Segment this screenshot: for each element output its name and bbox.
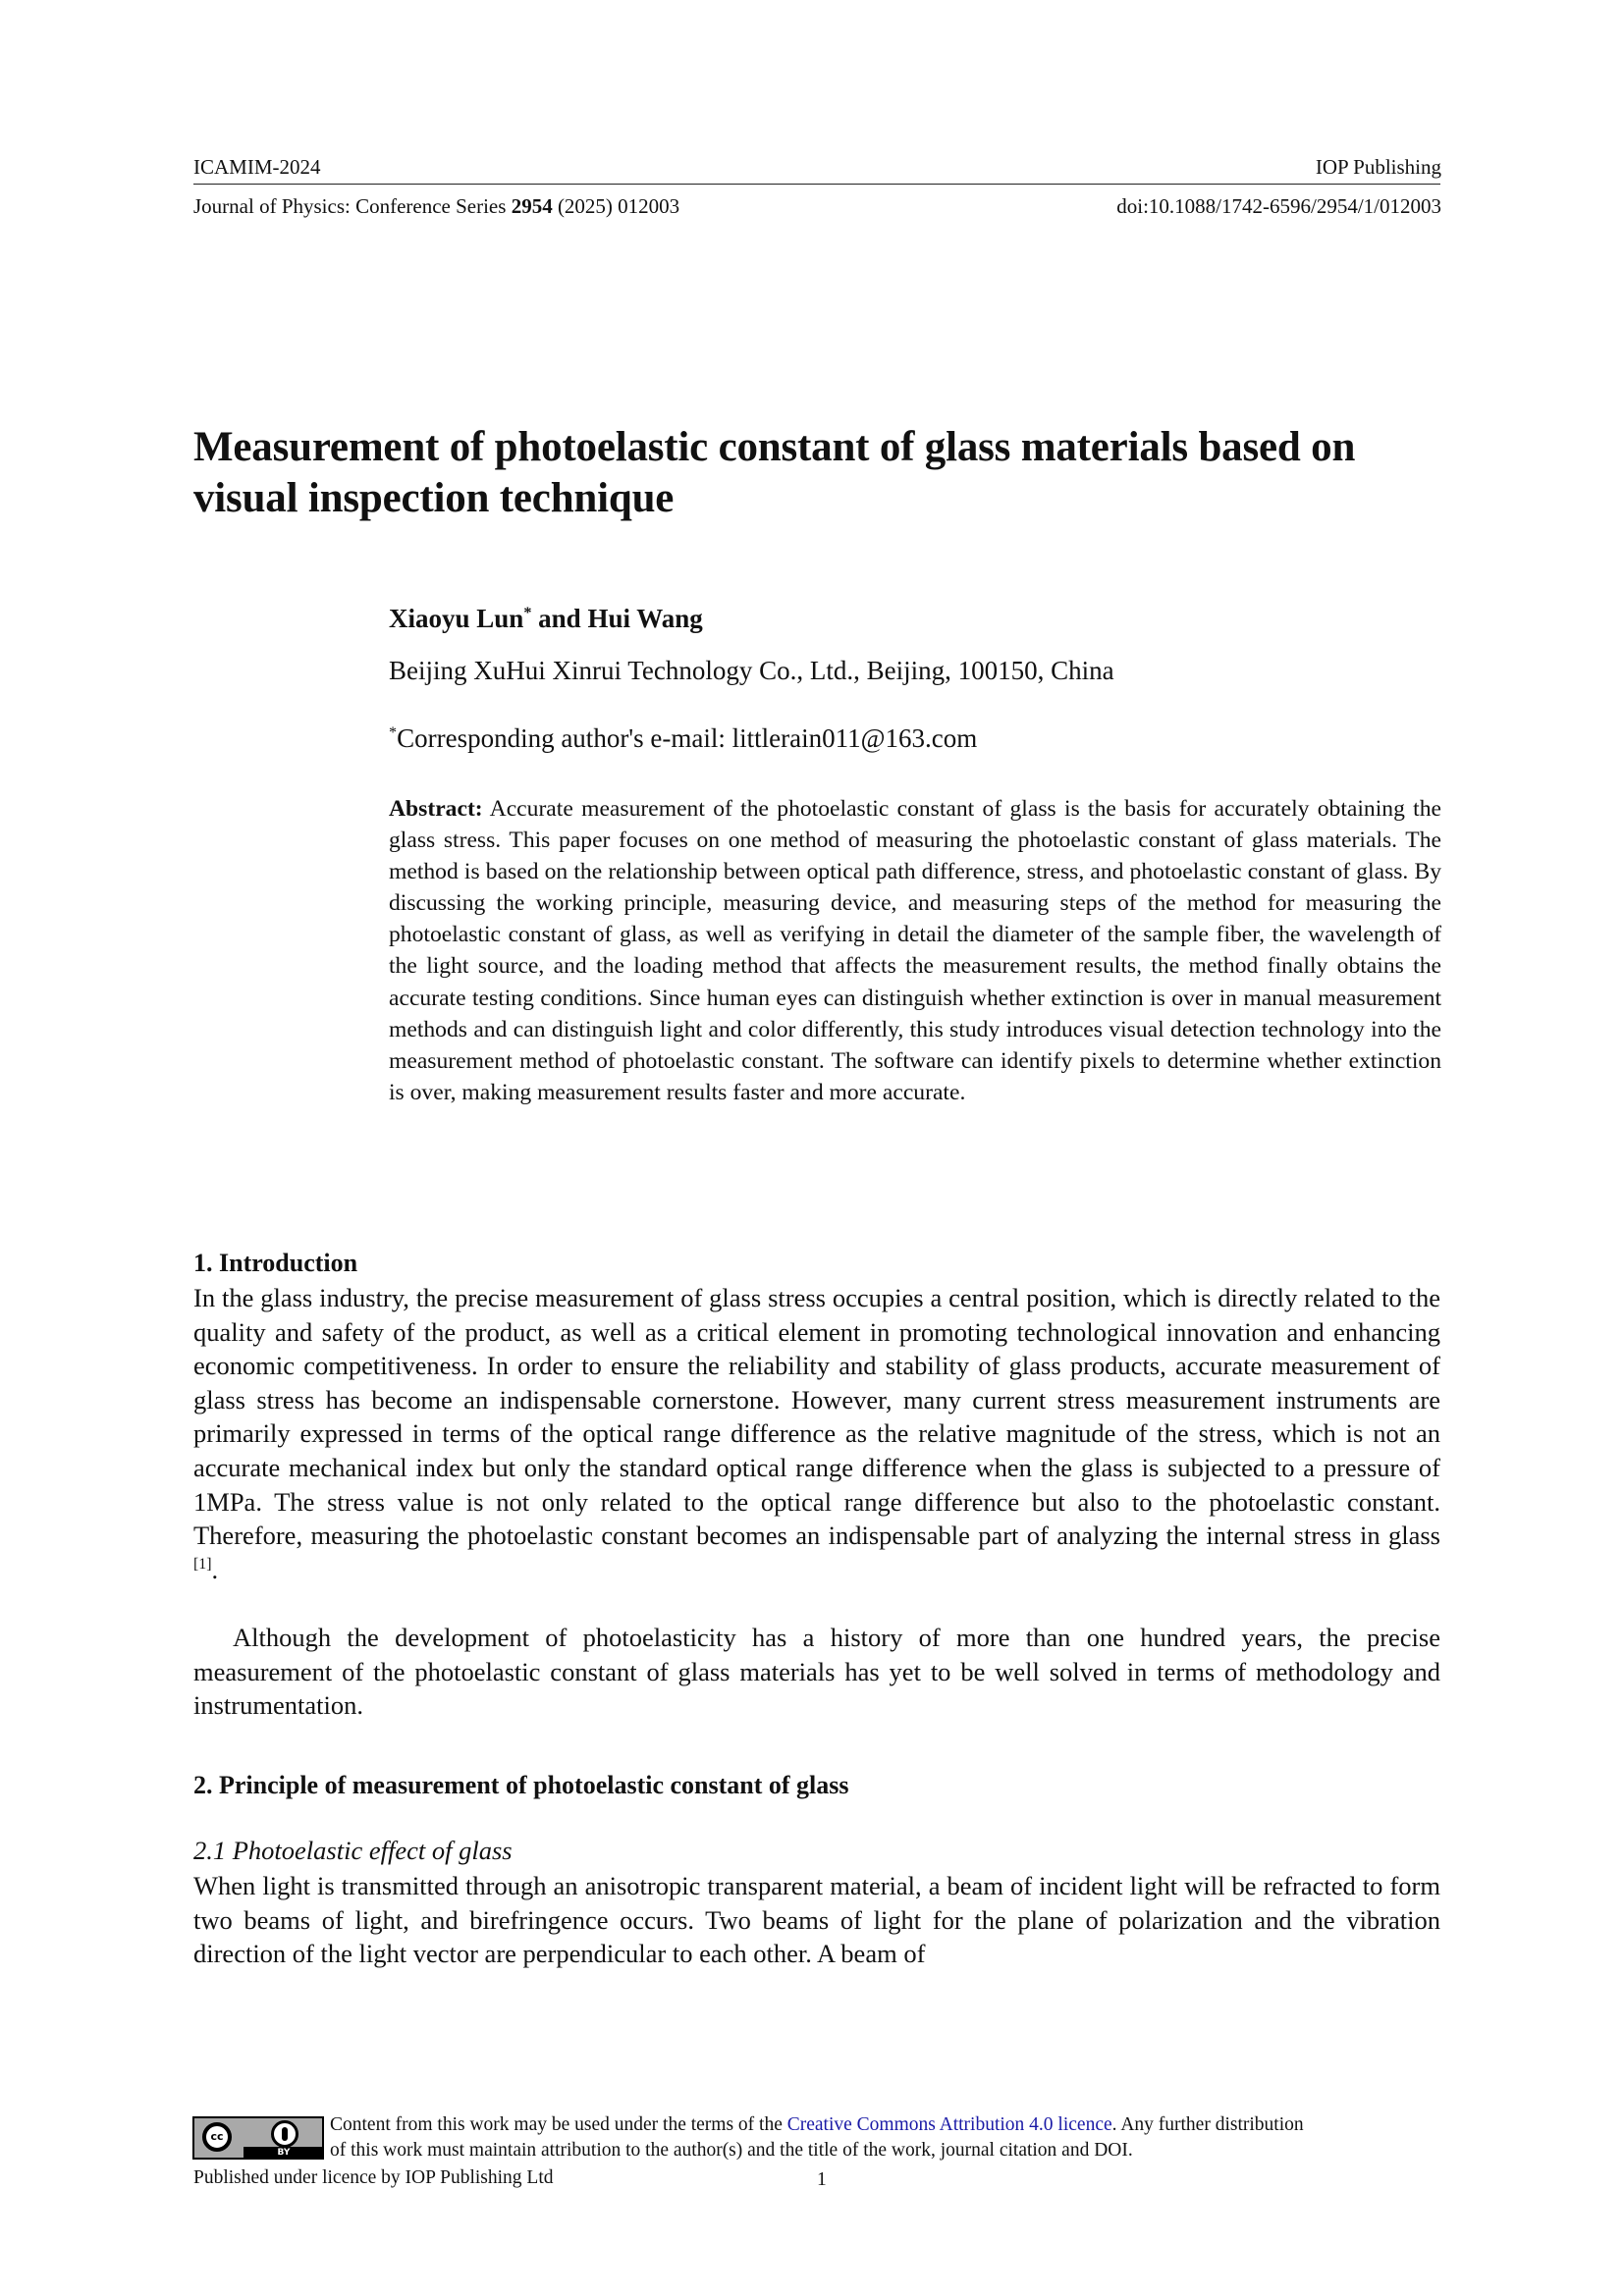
corresponding-mark: *: [523, 604, 532, 621]
publisher-licence: Published under licence by IOP Publishing Ltd: [193, 2167, 554, 2188]
header-divider: [193, 184, 1440, 185]
publisher-name: IOP Publishing: [1315, 155, 1441, 179]
author-2: and Hui Wang: [531, 604, 703, 633]
abstract-text: Accurate measurement of the photoelastic constant of glass is the basis for accurately obtaining the glass stress. This paper focuses on one method of measuring the photoelastic constant of glass materials. The method is based on the relationship between optical path difference, stress, and photoelastic constant of glass. By discussing the working principle, measuring device, and measuring steps of the method for measuring the photoelastic constant of glass, as well as verifying in detail the diameter of the sample fiber, the wavelength of the light source, and the loading method that affects the measurement results, the method finally obtains the accurate testing conditions. Since human eyes can distinguish whether extinction is over in manual measurement methods and can distinguish light and color differently, this study introduces visual detection technology into the measurement method of photoelastic constant. The software can identify pixels to determine whether extinction is over, making measurement results faster and more accurate.: [389, 796, 1441, 1105]
by-label: BY: [244, 2147, 324, 2160]
conference-name: ICAMIM-2024: [193, 155, 321, 179]
section-heading-principle: 2. Principle of measurement of photoelastic constant of glass: [193, 1771, 849, 1799]
journal-prefix: Journal of Physics: Conference Series: [193, 194, 512, 218]
licence-prefix: Content from this work may be used under the terms of the: [330, 2114, 787, 2135]
introduction-paragraph-2: Although the development of photoelasticity has a history of more than one hundred years, the precise measurement of the photoelastic constant of glass materials has yet to be well solved in terms of methodology and instrumentation.: [193, 1623, 1440, 1721]
section-heading-introduction: 1. Introduction: [193, 1249, 358, 1277]
subsection-heading-photoelastic-effect: 2.1 Photoelastic effect of glass: [193, 1836, 513, 1865]
cc-licence-link[interactable]: Creative Commons Attribution 4.0 licence: [786, 2114, 1112, 2135]
intro-p1-end: .: [211, 1554, 219, 1584]
paper-title: Measurement of photoelastic constant of glass materials based on visual inspection technique: [193, 424, 1356, 521]
journal-citation: [193, 194, 679, 218]
journal-volume: 2954: [511, 194, 553, 218]
abstract: [389, 793, 1441, 1108]
introduction-paragraph-1: [193, 1281, 1440, 1586]
intro-p1-text: In the glass industry, the precise measurement of glass stress occupies a central position, which is directly related to the quality and safety of the product, as well as a critical element in promoting technological innovation and enhancing economic competitiveness. In order to ensure the reliability and stability of glass products, accurate measurement of glass stress has become an indispensable cornerstone. However, many current stress measurement instruments are primarily expressed in terms of the optical range difference as the relative magnitude of the stress, which is not an accurate mechanical index but only the standard optical range difference when the glass is subjected to a pressure of 1MPa. The stress value is not only related to the optical range difference but also to the photoelastic constant. Therefore, measuring the photoelastic constant becomes an indispensable part of analyzing the internal stress in glass: [193, 1283, 1440, 1551]
citation-ref-1[interactable]: [1]: [193, 1555, 212, 1573]
author-list: [389, 604, 703, 634]
cc-by-licence-badge[interactable]: [192, 2116, 324, 2160]
author-1: Xiaoyu Lun: [389, 604, 524, 633]
corresponding-email: [389, 723, 977, 754]
abstract-label: Abstract:: [389, 796, 483, 822]
page-number: 1: [817, 2169, 827, 2190]
email-text: Corresponding author's e-mail: littlerain011@163.com: [397, 723, 978, 753]
licence-suffix: . Any further distribution: [1111, 2114, 1304, 2135]
section-2-1-paragraph: When light is transmitted through an anisotropic transparent material, a beam of incident light will be refracted to form two beams of light, and birefringence occurs. Two beams of light for the plane of polarization and the vibration direction of the light vector are perpendicular to each other. A beam of: [193, 1871, 1440, 1969]
licence-statement-line-2: of this work must maintain attribution to the author(s) and the title of the work, journal citation and DOI.: [330, 2140, 1133, 2161]
journal-suffix: (2025) 012003: [552, 194, 680, 218]
cc-icon: cc: [202, 2122, 232, 2152]
affiliation: Beijing XuHui Xinrui Technology Co., Ltd., Beijing, 100150, China: [389, 656, 1114, 685]
licence-statement: [330, 2112, 1449, 2137]
doi[interactable]: doi:10.1088/1742-6596/2954/1/012003: [1116, 194, 1441, 218]
attribution-person-icon: [271, 2120, 298, 2148]
email-mark: *: [389, 723, 398, 741]
